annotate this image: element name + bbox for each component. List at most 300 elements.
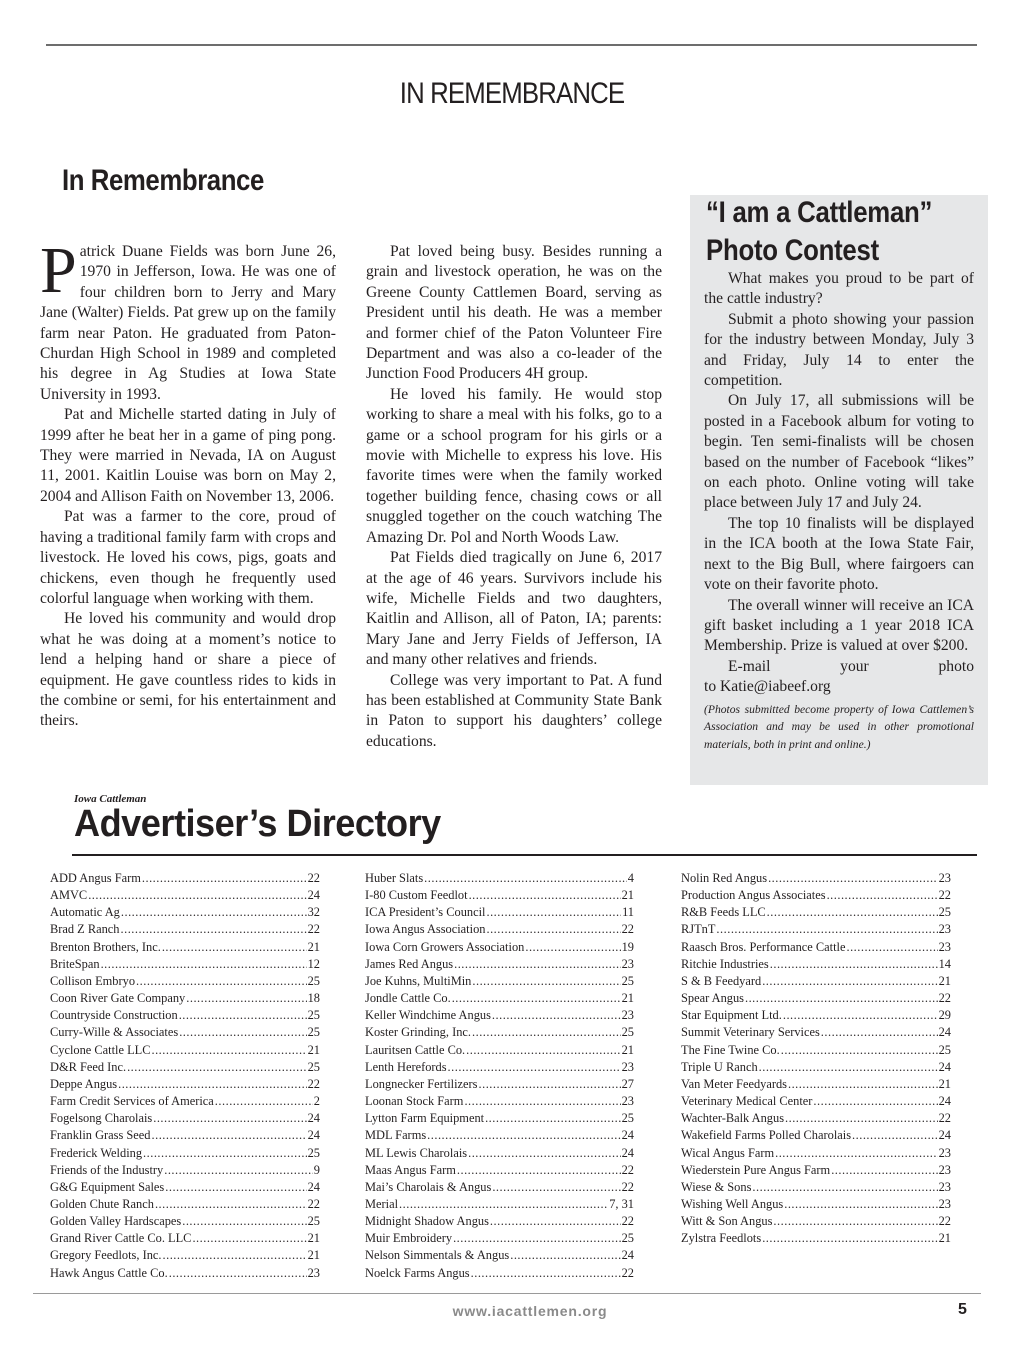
contest-paragraph: Submit a photo showing your passion for the industry between Monday, July 3 and Friday, July 14 to enter the competition. (704, 310, 974, 390)
dot-leader (492, 1179, 620, 1196)
directory-entry (365, 1265, 634, 1282)
article-paragraph: Patrick Duane Fields was born June 26, 1970 in Jefferson, Iowa. He was one of four children born to Jerry and Mary Jane (Walter) Fields. Pat grew up on the family farm near Paton. He graduated from Paton-Churdan High School in 1989 and completed his degree in Ag Studies at Iowa State University in 1993. (40, 234, 336, 403)
dot-leader (179, 1024, 306, 1041)
dot-leader (752, 1179, 937, 1196)
directory-rule (72, 854, 977, 856)
advertiser-name: Iowa Corn Growers Association (365, 939, 525, 954)
advertiser-name: Maas Angus Farm (365, 1162, 456, 1177)
advertiser-page: 22 (938, 888, 951, 903)
directory-entry (681, 1213, 951, 1230)
advertiser-name: Longnecker Fertilizers (365, 1076, 478, 1091)
advertiser-page: 25 (307, 1059, 320, 1074)
advertiser-page: 23 (938, 939, 951, 954)
directory-entry (681, 956, 951, 973)
advertiser-page: 24 (938, 1128, 951, 1143)
dot-leader (424, 870, 627, 887)
dot-leader (762, 1230, 937, 1247)
dot-leader (163, 1247, 307, 1264)
directory-entry (50, 921, 320, 938)
advertiser-name: Lauritsen Cattle Co. (365, 1042, 466, 1057)
advertiser-page: 23 (307, 1265, 320, 1280)
advertiser-name: The Fine Twine Co. (681, 1042, 780, 1057)
advertiser-page: 23 (621, 956, 634, 971)
article-column-1 (40, 234, 336, 732)
advertiser-page: 25 (307, 1008, 320, 1023)
dot-leader (164, 1162, 313, 1179)
advertiser-name: Spear Angus (681, 991, 744, 1006)
advertiser-name: ML Lewis Charolais (365, 1145, 468, 1160)
advertiser-name: Ritchie Industries (681, 956, 769, 971)
contest-email-line: E-mail your photo (728, 657, 974, 675)
advertiser-name: Collison Embryo (50, 973, 136, 988)
advertiser-page: 12 (307, 956, 320, 971)
directory-entry (681, 973, 951, 990)
directory-column-1 (50, 870, 320, 1282)
dot-leader (485, 1110, 621, 1127)
directory-entry (681, 1007, 951, 1024)
dot-leader (457, 1162, 621, 1179)
advertiser-name: Wachter-Balk Angus (681, 1111, 785, 1126)
directory-entry (365, 1076, 634, 1093)
advertiser-page: 25 (621, 1231, 634, 1246)
advertiser-page: 23 (938, 1162, 951, 1177)
dot-leader (469, 887, 621, 904)
dot-leader (88, 887, 306, 904)
contest-paragraph: The overall winner will receive an ICA gift basket including a 1 year 2018 ICA Membership. Prize is valued at over $200. (704, 596, 974, 655)
directory-entry (365, 990, 634, 1007)
footer-rule (33, 1293, 981, 1294)
dot-leader (165, 1179, 306, 1196)
directory-kicker: Iowa Cattleman (74, 793, 147, 805)
advertiser-page: 24 (938, 1059, 951, 1074)
advertiser-name: Lytton Farm Equipment (365, 1111, 485, 1126)
directory-entry (50, 1179, 320, 1196)
directory-entry (365, 1213, 634, 1230)
directory-entry (681, 1162, 951, 1179)
dot-leader (118, 1076, 307, 1093)
directory-entry (50, 1162, 320, 1179)
advertiser-page: 25 (307, 1145, 320, 1160)
advertiser-name: Golden Valley Hardscapes (50, 1214, 182, 1229)
advertiser-name: Witt & Son Angus (681, 1214, 773, 1229)
directory-entry (365, 1007, 634, 1024)
dot-leader (466, 1042, 620, 1059)
advertiser-page: 21 (621, 888, 634, 903)
dot-leader (468, 1145, 621, 1162)
advertiser-page: 25 (938, 1042, 951, 1057)
directory-entry (50, 887, 320, 904)
advertiser-name: Merial (365, 1196, 399, 1211)
article-paragraph: Pat and Michelle started dating in July of 1999 after he beat her in a game of ping pong. They were married in Nevada, IA on August 11, 2001. Kaitlin Louise was born on May 2, 2004 and Allison Faith on November 13, 2006. (40, 406, 336, 505)
advertiser-page: 22 (938, 1214, 951, 1229)
dot-leader (155, 1196, 307, 1213)
advertiser-page: 24 (938, 1025, 951, 1040)
advertiser-page: 24 (621, 1248, 634, 1263)
directory-entry (365, 1196, 634, 1213)
directory-entry (365, 1110, 634, 1127)
advertiser-page: 22 (621, 1265, 634, 1280)
advertiser-page: 22 (307, 1076, 320, 1091)
advertiser-name: Jondle Cattle Co. (365, 991, 451, 1006)
directory-entry (365, 904, 634, 921)
advertiser-name: Brad Z Ranch (50, 922, 120, 937)
advertiser-name: Franklin Grass Seed (50, 1128, 151, 1143)
dot-leader (471, 1265, 621, 1282)
advertiser-name: Summit Veterinary Services (681, 1025, 820, 1040)
dot-leader (454, 956, 621, 973)
article-column-2 (366, 242, 662, 752)
advertiser-name: Deppe Angus (50, 1076, 118, 1091)
directory-title: Advertiser’s Directory (74, 803, 441, 845)
advertiser-name: Muir Embroidery (365, 1231, 453, 1246)
advertiser-page: 32 (307, 905, 320, 920)
dot-leader (490, 1213, 621, 1230)
advertiser-name: Golden Chute Ranch (50, 1196, 154, 1211)
directory-entry (50, 990, 320, 1007)
directory-entry (50, 1007, 320, 1024)
advertiser-page: 24 (307, 1179, 320, 1194)
directory-entry (50, 1110, 320, 1127)
dot-leader (186, 990, 306, 1007)
dot-leader (784, 1196, 937, 1213)
advertiser-name: Triple U Ranch (681, 1059, 758, 1074)
advertiser-name: Wakefield Farms Polled Charolais (681, 1128, 852, 1143)
dot-leader (151, 1042, 306, 1059)
directory-entry (50, 1265, 320, 1282)
dot-leader (464, 1093, 620, 1110)
directory-entry (681, 1179, 951, 1196)
directory-entry (681, 1127, 951, 1144)
page-number: 5 (958, 1301, 967, 1318)
advertiser-name: Grand River Cattle Co. LLC (50, 1231, 192, 1246)
advertiser-name: Curry-Wille & Associates (50, 1025, 179, 1040)
directory-entry (365, 1179, 634, 1196)
dot-leader (192, 1230, 306, 1247)
advertiser-page: 23 (938, 1145, 951, 1160)
advertiser-page: 24 (307, 1128, 320, 1143)
advertiser-page: 25 (307, 973, 320, 988)
dot-leader (399, 1196, 608, 1213)
directory-entry (365, 1127, 634, 1144)
advertiser-page: 24 (938, 1094, 951, 1109)
advertiser-name: Production Angus Associates (681, 888, 826, 903)
advertiser-page: 24 (621, 1128, 634, 1143)
directory-entry (365, 1024, 634, 1041)
advertiser-name: Cyclone Cattle LLC (50, 1042, 151, 1057)
directory-entry (365, 1093, 634, 1110)
dot-leader (136, 973, 307, 990)
advertiser-page: 23 (938, 922, 951, 937)
directory-entry (50, 1093, 320, 1110)
advertiser-page: 21 (307, 1231, 320, 1246)
directory-entry (681, 1145, 951, 1162)
article-paragraph: Pat Fields died tragically on June 6, 2017 at the age of 46 years. Survivors include his wife, Michelle Fields and two daughters, Kaitlin and Allison, all of Paton, IA; parents: Mary Jane and Jerry Fields of Jefferson, IA and many other relatives and friends. (366, 549, 662, 669)
dot-leader (827, 887, 938, 904)
dot-leader (846, 939, 937, 956)
advertiser-name: Brenton Brothers, Inc. (50, 939, 161, 954)
directory-entry (365, 939, 634, 956)
advertiser-page: 23 (938, 1196, 951, 1211)
advertiser-name: Automatic Ag (50, 905, 120, 920)
directory-entry (50, 1145, 320, 1162)
directory-entry (681, 1093, 951, 1110)
directory-entry (681, 921, 951, 938)
contest-paragraph: What makes you proud to be part of the cattle industry? (704, 270, 974, 308)
dot-leader (452, 990, 621, 1007)
advertiser-page: 25 (621, 1111, 634, 1126)
dot-leader (525, 939, 620, 956)
photo-contest-title: “I am a Cattleman” Photo Contest (706, 196, 933, 267)
dot-leader (101, 956, 307, 973)
dot-leader (472, 1024, 621, 1041)
dot-leader (770, 956, 938, 973)
advertiser-name: RJTnT (681, 922, 716, 937)
advertiser-name: Hawk Angus Cattle Co. (50, 1265, 168, 1280)
dot-leader (479, 1076, 621, 1093)
dot-leader (767, 904, 938, 921)
advertiser-name: Noelck Farms Angus (365, 1265, 470, 1280)
advertiser-name: ICA President’s Council (365, 905, 486, 920)
advertiser-page: 23 (938, 871, 951, 885)
advertiser-name: AMVC (50, 888, 88, 903)
advertiser-name: Huber Slats (365, 871, 424, 885)
directory-entry (50, 973, 320, 990)
advertiser-page: 22 (621, 1162, 634, 1177)
advertiser-page: 25 (938, 905, 951, 920)
directory-entry (681, 1230, 951, 1247)
dot-leader (127, 1059, 307, 1076)
advertiser-page: 21 (938, 973, 951, 988)
directory-entry (365, 1042, 634, 1059)
directory-entry (365, 921, 634, 938)
dot-leader (781, 1042, 938, 1059)
advertiser-page: 22 (307, 922, 320, 937)
advertiser-name: Koster Grinding, Inc. (365, 1025, 471, 1040)
dot-leader (121, 921, 307, 938)
advertiser-name: Iowa Angus Association (365, 922, 486, 937)
advertiser-name: Countryside Construction (50, 1008, 178, 1023)
dot-leader (716, 921, 937, 938)
contest-paragraph: On July 17, all submissions will be posted in a Facebook album for voting to begin. Ten semi-finalists will be chosen based on the number of Facebook “likes” on each photo. Online voting will take place between July 17 and July 24. (704, 392, 974, 512)
dot-leader (831, 1162, 937, 1179)
directory-entry (681, 1042, 951, 1059)
advertiser-name: Gregory Feedlots, Inc. (50, 1248, 162, 1263)
advertiser-name: Wiese & Sons (681, 1179, 752, 1194)
directory-entry (681, 870, 951, 887)
advertiser-page: 23 (621, 1008, 634, 1023)
directory-entry (365, 1145, 634, 1162)
directory-entry (681, 939, 951, 956)
contest-paragraph: The top 10 finalists will be displayed in the ICA booth at the Iowa State Fair, next to the Big Bull, where fairgoers can vote on their favorite photo. (704, 514, 974, 594)
directory-entry (681, 1196, 951, 1213)
directory-entry (365, 887, 634, 904)
dot-leader (788, 1076, 938, 1093)
advertiser-name: I-80 Custom Feedlot (365, 888, 468, 903)
directory-entry (681, 887, 951, 904)
advertiser-page: 11 (622, 905, 634, 920)
directory-entry (365, 1162, 634, 1179)
advertiser-name: Wical Angus Farm (681, 1145, 775, 1160)
directory-entry (365, 870, 634, 887)
directory-column-2 (365, 870, 634, 1282)
contest-note: (Photos submitted become property of Iowa Cattlemen’s Association and may be used in other promotional materials, both in print and online.) (704, 702, 974, 751)
dot-leader (169, 1265, 307, 1282)
dot-leader (762, 973, 937, 990)
advertiser-page: 9 (313, 1162, 320, 1177)
advertiser-name: Lenth Herefords (365, 1059, 447, 1074)
dot-leader (486, 904, 621, 921)
advertiser-page: 18 (307, 991, 320, 1006)
dot-leader (813, 1093, 937, 1110)
advertiser-name: Wiederstein Pure Angus Farm (681, 1162, 831, 1177)
advertiser-name: Star Equipment Ltd. (681, 1008, 782, 1023)
advertiser-page: 2 (313, 1094, 320, 1109)
advertiser-page: 25 (307, 1025, 320, 1040)
dot-leader (162, 939, 307, 956)
advertiser-name: Friends of the Industry (50, 1162, 164, 1177)
article-paragraph: He loved his family. He would stop working to share a meal with his folks, go to a game or a school program for his girls or a movie with Michelle to express his love. His favorite times were when the family worked together building fence, chasing cows or all snuggled together on the couch watching The Amazing Dr. Pol and North Woods Law. (366, 385, 662, 546)
advertiser-page: 21 (307, 1042, 320, 1057)
dot-leader (821, 1024, 938, 1041)
directory-entry (50, 1230, 320, 1247)
advertiser-page: 7, 31 (609, 1196, 634, 1211)
advertiser-page: 22 (621, 922, 634, 937)
advertiser-page: 21 (938, 1231, 951, 1246)
advertiser-name: MDL Farms (365, 1128, 427, 1143)
directory-entry (50, 870, 320, 887)
dot-leader (179, 1007, 307, 1024)
dot-leader (427, 1127, 620, 1144)
advertiser-page: 22 (938, 1111, 951, 1126)
dot-leader (448, 1059, 621, 1076)
advertiser-page: 24 (307, 888, 320, 903)
advertiser-name: BriteSpan (50, 956, 100, 971)
directory-entry (50, 1024, 320, 1041)
advertiser-page: 23 (938, 1179, 951, 1194)
directory-entry (681, 1059, 951, 1076)
dot-leader (152, 1127, 307, 1144)
advertiser-name: D&R Feed Inc. (50, 1059, 127, 1074)
advertiser-page: 24 (307, 1111, 320, 1126)
directory-entry (681, 1024, 951, 1041)
advertiser-name: Veterinary Medical Center (681, 1094, 813, 1109)
dot-leader (142, 870, 307, 887)
footer-url[interactable]: www.iacattlemen.org (452, 1303, 608, 1319)
advertiser-name: James Red Angus (365, 956, 454, 971)
advertiser-name: Raasch Bros. Performance Cattle (681, 939, 846, 954)
article-paragraph: He loved his community and would drop what he was doing at a moment’s notice to lend a helping hand or share a piece of equipment. He gave countless rides to kids in the combine or semi, for his entertainment and theirs. (40, 610, 336, 730)
advertiser-page: 22 (307, 1196, 320, 1211)
advertiser-page: 22 (307, 871, 320, 885)
directory-entry (50, 1076, 320, 1093)
directory-entry (50, 1059, 320, 1076)
dot-leader (215, 1093, 313, 1110)
advertiser-page: 29 (938, 1008, 951, 1023)
directory-entry (365, 1230, 634, 1247)
directory-entry (50, 1127, 320, 1144)
article-paragraph: Pat loved being busy. Besides running a grain and livestock operation, he was on the Greene County Cattlemen Board, serving as President until his death. He was a member and former chief of the Paton Volunteer Fire Department and was also a co-leader of the Junction Food Producers 4H group. (366, 243, 662, 383)
directory-entry (681, 1076, 951, 1093)
advertiser-page: 21 (307, 1248, 320, 1263)
advertiser-name: Midnight Shadow Angus (365, 1214, 489, 1229)
photo-contest-body (704, 269, 974, 753)
advertiser-page: 25 (307, 1214, 320, 1229)
advertiser-page: 19 (621, 939, 634, 954)
advertiser-name: Mai’s Charolais & Angus (365, 1179, 492, 1194)
advertiser-name: Joe Kuhns, MultiMin (365, 973, 472, 988)
dot-leader (453, 1230, 621, 1247)
directory-entry (681, 904, 951, 921)
directory-entry (50, 1247, 320, 1264)
advertiser-page: 22 (621, 1214, 634, 1229)
article-paragraph: College was very important to Pat. A fund has been established at Community State Bank in Paton to support his daughters’ college educations. (366, 671, 662, 750)
advertiser-page: 22 (621, 1179, 634, 1194)
dot-leader (492, 1007, 621, 1024)
dot-leader (153, 1110, 306, 1127)
directory-entry (50, 1042, 320, 1059)
advertiser-name: Van Meter Feedyards (681, 1076, 787, 1091)
advertiser-page: 27 (621, 1076, 634, 1091)
advertiser-page: 21 (621, 1042, 634, 1057)
advertiser-name: Frederick Welding (50, 1145, 143, 1160)
advertiser-name: Coon River Gate Company (50, 991, 186, 1006)
dot-leader (472, 973, 620, 990)
advertiser-page: 23 (621, 1059, 634, 1074)
section-title: IN REMEMBRANCE (399, 77, 625, 110)
dot-leader (510, 1247, 620, 1264)
directory-column-3 (681, 870, 951, 1247)
directory-entry (365, 956, 634, 973)
advertiser-name: G&G Equipment Sales (50, 1179, 165, 1194)
article-title: In Remembrance (62, 164, 264, 197)
advertiser-name: Nolin Red Angus (681, 871, 768, 885)
advertiser-page: 4 (627, 871, 634, 885)
directory-entry (50, 1196, 320, 1213)
advertiser-page: 22 (938, 991, 951, 1006)
directory-entry (50, 904, 320, 921)
directory-entry (365, 1059, 634, 1076)
directory-entry (50, 956, 320, 973)
advertiser-name: R&B Feeds LLC (681, 905, 766, 920)
dot-leader (783, 1007, 938, 1024)
advertiser-page: 25 (621, 973, 634, 988)
dot-leader (775, 1145, 938, 1162)
advertiser-page: 14 (938, 956, 951, 971)
advertiser-name: Loonan Stock Farm (365, 1094, 464, 1109)
advertiser-page: 23 (621, 1094, 634, 1109)
advertiser-name: Zylstra Feedlots (681, 1231, 762, 1246)
advertiser-name: S & B Feedyard (681, 973, 762, 988)
dot-leader (143, 1145, 307, 1162)
contest-email-address[interactable]: to Katie@iabeef.org (704, 678, 831, 696)
dot-leader (759, 1059, 938, 1076)
advertiser-name: Fogelsong Charolais (50, 1111, 153, 1126)
dot-leader (768, 870, 938, 887)
advertiser-page: 21 (621, 991, 634, 1006)
advertiser-page: 21 (938, 1076, 951, 1091)
directory-entry (365, 1247, 634, 1264)
dot-leader (785, 1110, 938, 1127)
drop-cap: P (40, 234, 77, 307)
dot-leader (852, 1127, 938, 1144)
dot-leader (773, 1213, 937, 1230)
dot-leader (486, 921, 620, 938)
advertiser-page: 21 (307, 939, 320, 954)
advertiser-name: ADD Angus Farm (50, 871, 141, 885)
article-paragraph: Pat was a farmer to the core, proud of having a traditional family farm with crops and livestock. He loved his cows, pigs, goats and chickens, even though he frequently used colorful language when working with them. (40, 508, 336, 607)
advertiser-page: 25 (621, 1025, 634, 1040)
directory-entry (50, 1213, 320, 1230)
